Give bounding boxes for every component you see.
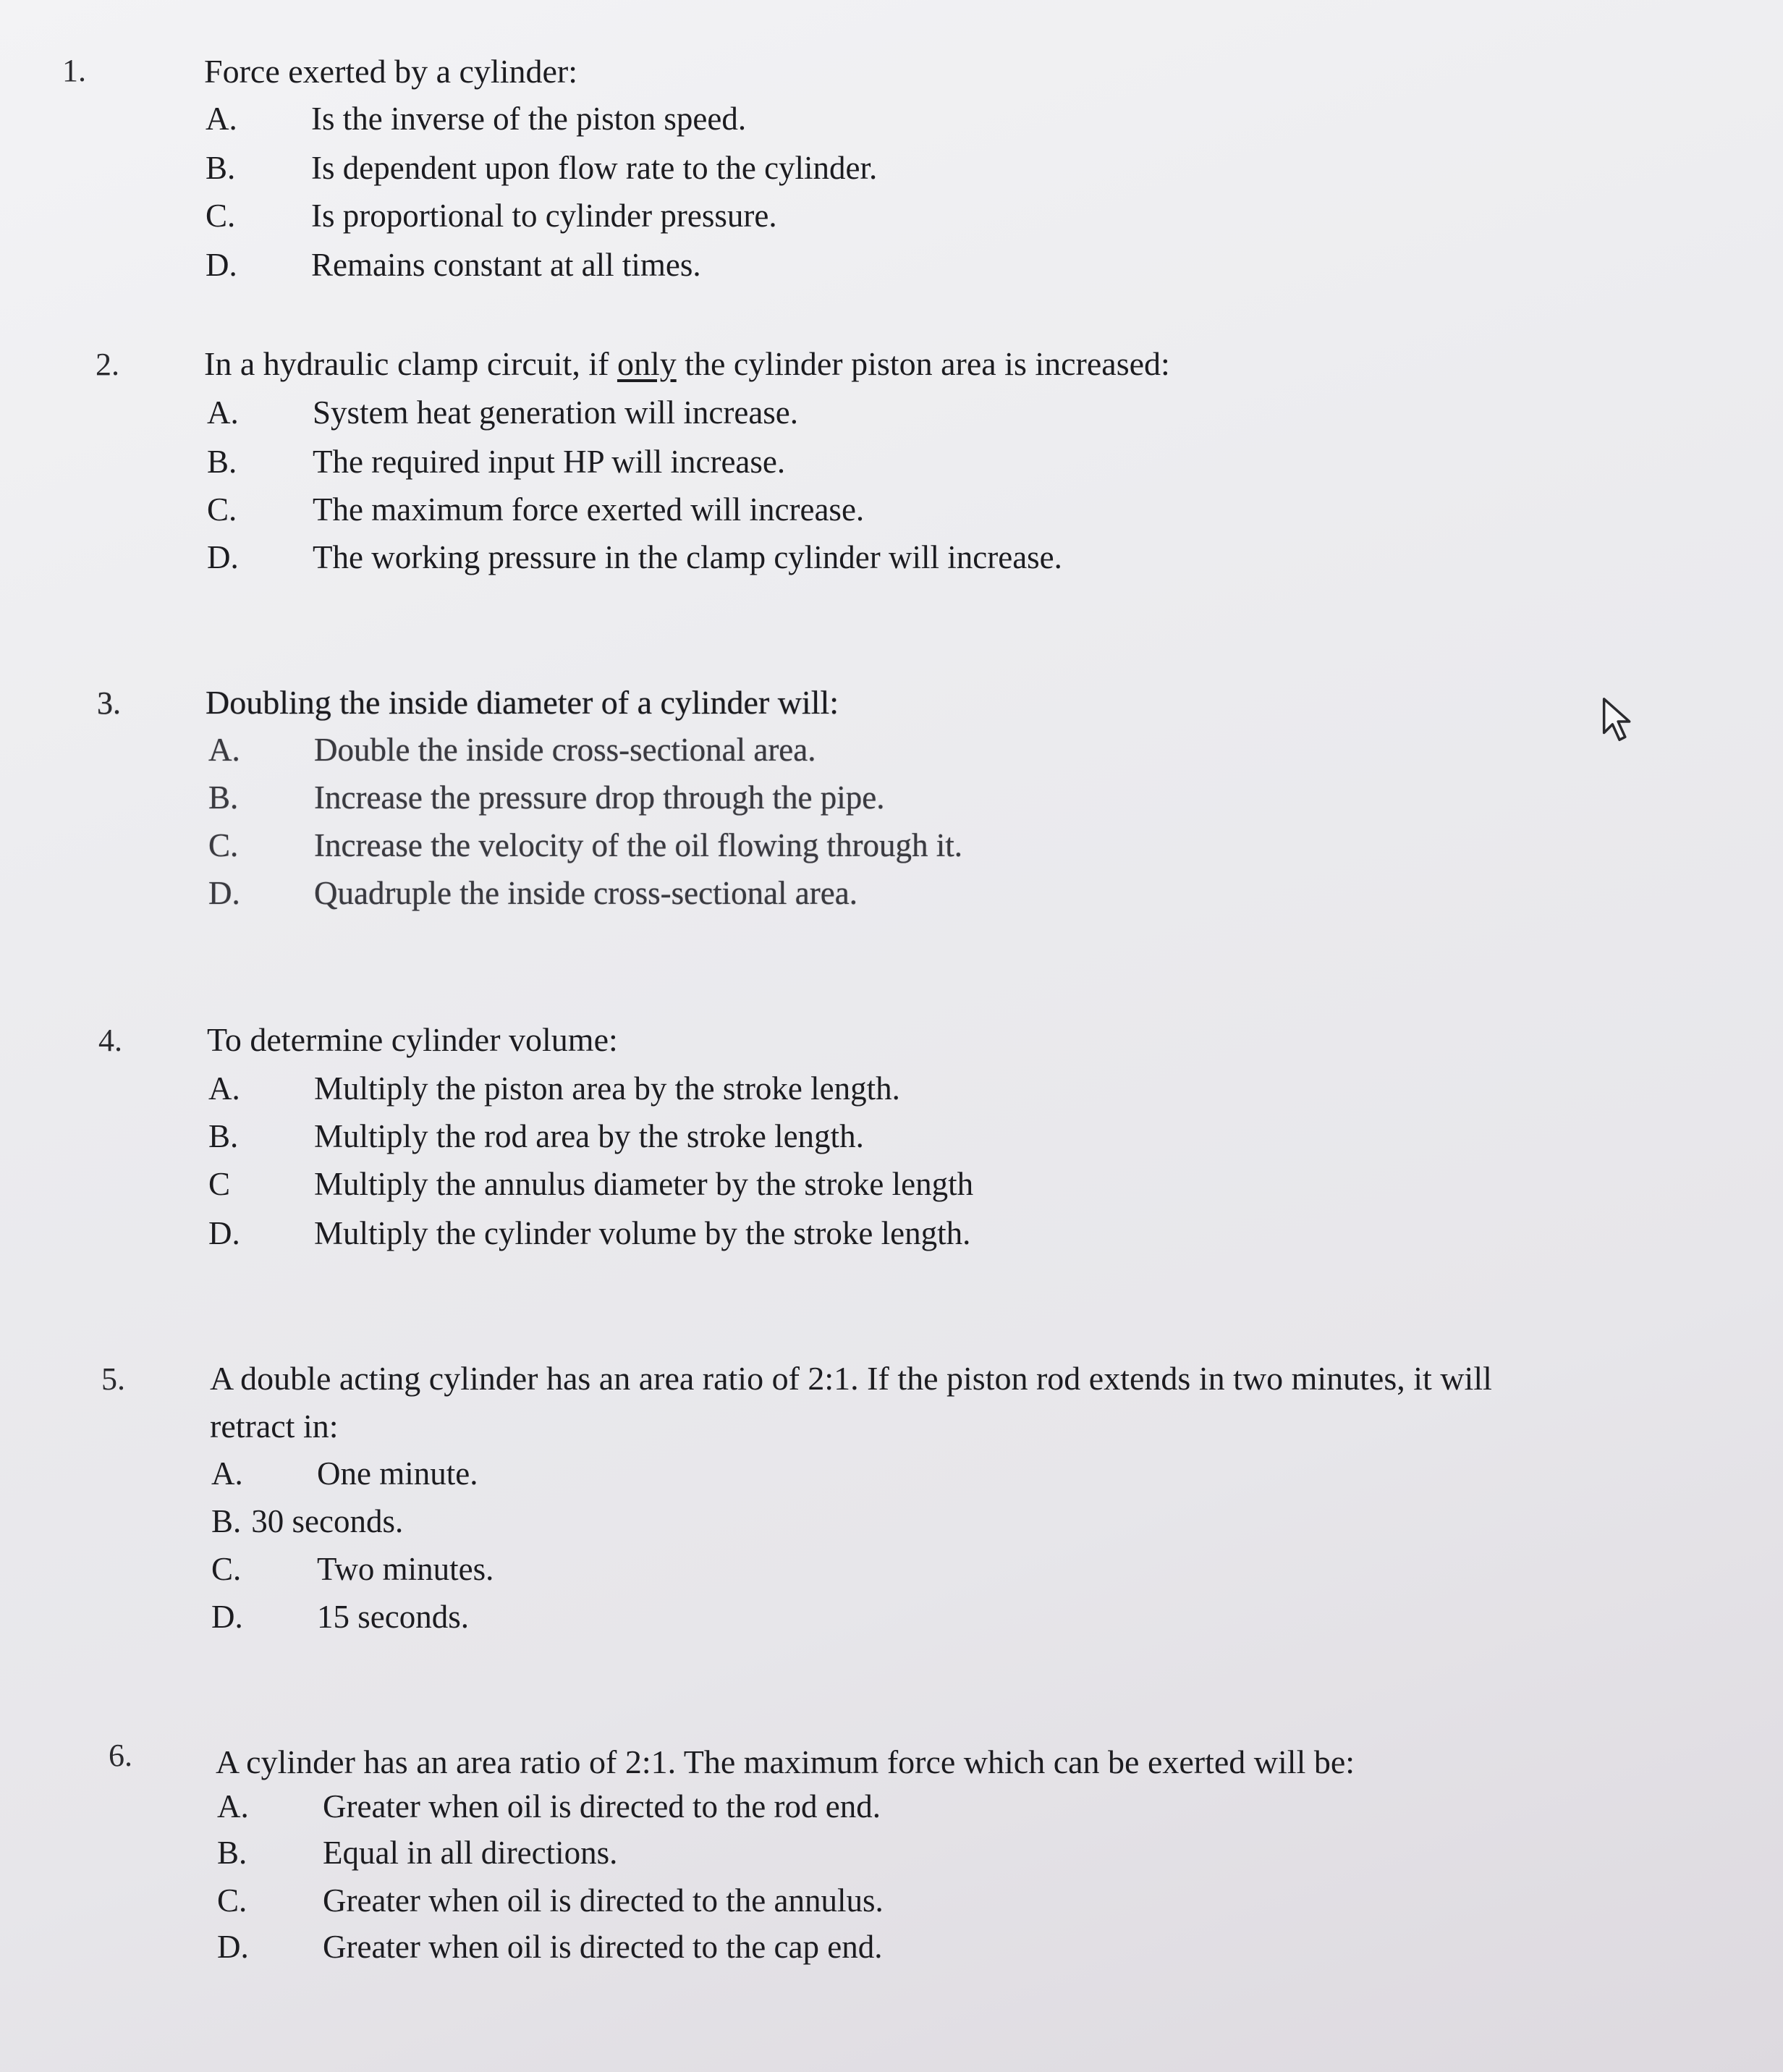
question-stem: Doubling the inside diameter of a cylinder will:	[206, 684, 839, 721]
option-d	[206, 243, 701, 287]
option-letter: D.	[217, 1929, 249, 1965]
option-text: Double the inside cross-sectional area.	[314, 732, 816, 768]
option-text: Greater when oil is directed to the rod end.	[323, 1788, 881, 1824]
option-letter: C.	[207, 491, 237, 528]
option-letter: B.	[208, 779, 239, 816]
question-number: 5.	[101, 1361, 125, 1397]
option-text: Equal in all directions.	[323, 1835, 618, 1871]
option-text: The working pressure in the clamp cylinder will increase.	[313, 539, 1062, 575]
option-text: Multiply the annulus diameter by the stroke length	[314, 1166, 974, 1202]
option-letter: C.	[217, 1882, 247, 1919]
option-text: Increase the velocity of the oil flowing through it.	[314, 827, 963, 863]
option-letter: D.	[207, 539, 239, 575]
stem-part: In a hydraulic clamp circuit, if	[204, 345, 617, 382]
option-b	[217, 1831, 617, 1874]
mouse-pointer-icon	[1599, 695, 1643, 745]
option-d	[208, 871, 857, 915]
stem-emphasis: only	[617, 345, 677, 382]
option-text: Is dependent upon flow rate to the cylinder.	[311, 150, 878, 186]
question-number: 1.	[62, 53, 86, 88]
option-d	[211, 1595, 469, 1638]
question-number: 2.	[96, 347, 119, 382]
option-letter: A.	[217, 1788, 249, 1824]
option-text: Multiply the piston area by the stroke length.	[314, 1070, 900, 1107]
option-a	[208, 1067, 900, 1110]
option-letter: B.	[206, 150, 236, 186]
option-text: System heat generation will increase.	[313, 394, 799, 431]
option-letter: D.	[208, 875, 240, 911]
question-stem: Force exerted by a cylinder:	[204, 53, 577, 90]
option-b	[207, 440, 785, 483]
option-text: Quadruple the inside cross-sectional area.	[314, 875, 857, 911]
option-a	[217, 1785, 881, 1828]
option-c	[217, 1879, 884, 1922]
option-c	[206, 194, 777, 237]
option-letter: A.	[206, 101, 237, 137]
option-letter: C.	[206, 198, 236, 234]
option-a	[208, 728, 816, 771]
option-letter: B.	[217, 1835, 247, 1871]
option-letter: C.	[208, 827, 239, 863]
question-stem-line-2: retract in:	[210, 1408, 339, 1445]
option-letter: A.	[211, 1455, 243, 1492]
option-letter: B.	[208, 1118, 239, 1154]
option-b	[206, 146, 877, 190]
option-text: Greater when oil is directed to the annulus.	[323, 1882, 884, 1919]
option-text: Two minutes.	[317, 1551, 494, 1587]
option-d	[207, 536, 1062, 579]
option-b	[208, 776, 884, 819]
option-text: Is proportional to cylinder pressure.	[311, 198, 777, 234]
question-number: 6.	[109, 1738, 132, 1773]
question-stem: To determine cylinder volume:	[207, 1021, 618, 1058]
option-text: 30 seconds.	[251, 1503, 404, 1539]
option-text: The maximum force exerted will increase.	[313, 491, 865, 528]
option-letter: B.	[207, 444, 237, 480]
option-text: Multiply the cylinder volume by the stroke length.	[314, 1215, 971, 1251]
option-letter: C	[208, 1166, 231, 1202]
question-number: 3.	[97, 685, 121, 721]
option-c	[208, 824, 962, 867]
option-text: Increase the pressure drop through the pipe.	[314, 779, 885, 816]
option-letter: D.	[211, 1599, 243, 1635]
option-c	[211, 1547, 494, 1591]
option-text: Is the inverse of the piston speed.	[311, 101, 747, 137]
option-text: Greater when oil is directed to the cap end.	[323, 1929, 883, 1965]
option-b	[211, 1500, 403, 1543]
option-d	[208, 1212, 970, 1255]
question-stem: A cylinder has an area ratio of 2:1. The maximum force which can be exerted will be:	[216, 1743, 1355, 1780]
stem-part: the cylinder piston area is increased:	[676, 345, 1170, 382]
option-letter: D.	[208, 1215, 240, 1251]
option-text: The required input HP will increase.	[313, 444, 786, 480]
option-letter: A.	[208, 732, 240, 768]
option-b	[208, 1115, 864, 1158]
option-text: 15 seconds.	[317, 1599, 469, 1635]
question-stem-line-1: A double acting cylinder has an area ratio of 2:1. If the piston rod extends in two minutes, it will	[210, 1360, 1492, 1397]
option-letter: B.	[211, 1503, 242, 1539]
option-text: Multiply the rod area by the stroke length.	[314, 1118, 864, 1154]
option-c	[207, 488, 864, 531]
option-letter: C.	[211, 1551, 242, 1587]
option-letter: A.	[207, 394, 239, 431]
question-stem	[204, 340, 1170, 388]
option-a	[207, 391, 798, 434]
question-number: 4.	[98, 1023, 122, 1058]
option-d	[217, 1925, 882, 1969]
option-text: One minute.	[317, 1455, 478, 1492]
option-letter: A.	[208, 1070, 240, 1107]
option-a	[206, 97, 746, 140]
option-letter: D.	[206, 247, 237, 283]
option-text: Remains constant at all times.	[311, 247, 701, 283]
option-a	[211, 1452, 478, 1495]
option-c	[208, 1162, 973, 1206]
